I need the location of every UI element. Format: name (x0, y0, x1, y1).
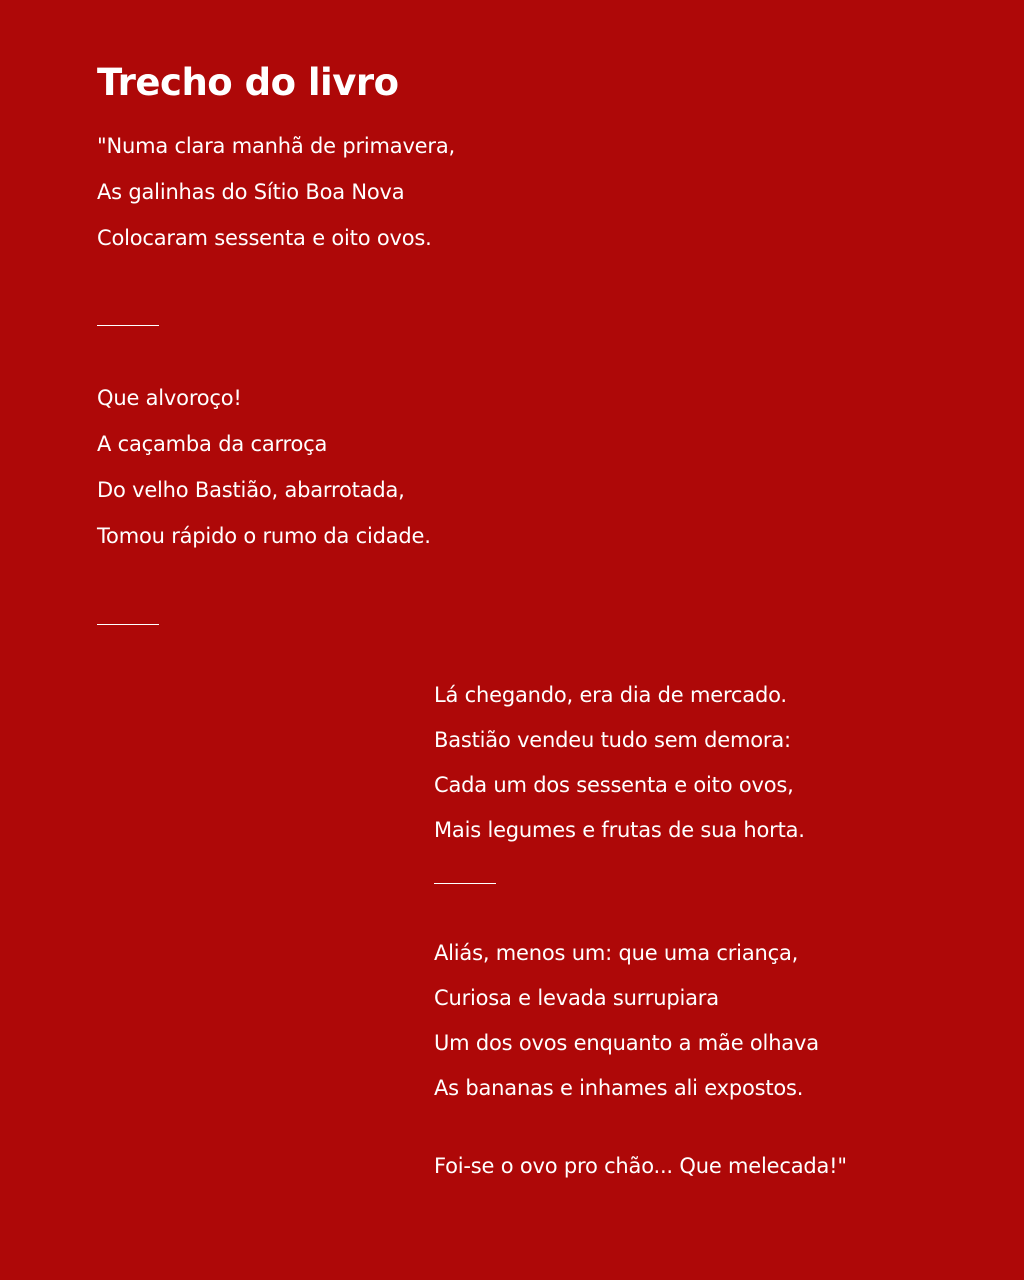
poem-line: Foi-se o ovo pro chão... Que melecada!" (434, 1154, 847, 1178)
poem-line: As bananas e inhames ali expostos. (434, 1076, 804, 1100)
poem-line: Colocaram sessenta e oito ovos. (97, 226, 432, 250)
poem-line: Cada um dos sessenta e oito ovos, (434, 773, 794, 797)
page-title: Trecho do livro (97, 61, 399, 104)
poem-line: Um dos ovos enquanto a mãe olhava (434, 1031, 819, 1055)
poem-line: As galinhas do Sítio Boa Nova (97, 180, 405, 204)
poem-line: A caçamba da carroça (97, 432, 328, 456)
poem-line: Aliás, menos um: que uma criança, (434, 941, 799, 965)
poem-line: Curiosa e levada surrupiara (434, 986, 719, 1010)
section-divider (434, 883, 496, 884)
poem-line: Do velho Bastião, abarrotada, (97, 478, 405, 502)
stanza-4 (434, 931, 819, 1111)
stanza-3 (434, 673, 805, 853)
section-divider (97, 624, 159, 625)
stanza-2 (97, 375, 431, 559)
section-divider (97, 325, 159, 326)
stanza-1 (97, 123, 455, 261)
poem-line: Bastião vendeu tudo sem demora: (434, 728, 791, 752)
poem-line: Tomou rápido o rumo da cidade. (97, 524, 431, 548)
stanza-5 (434, 1144, 847, 1189)
poem-line: "Numa clara manhã de primavera, (97, 134, 455, 158)
poem-line: Lá chegando, era dia de mercado. (434, 683, 787, 707)
poem-line: Que alvoroço! (97, 386, 242, 410)
poem-line: Mais legumes e frutas de sua horta. (434, 818, 805, 842)
